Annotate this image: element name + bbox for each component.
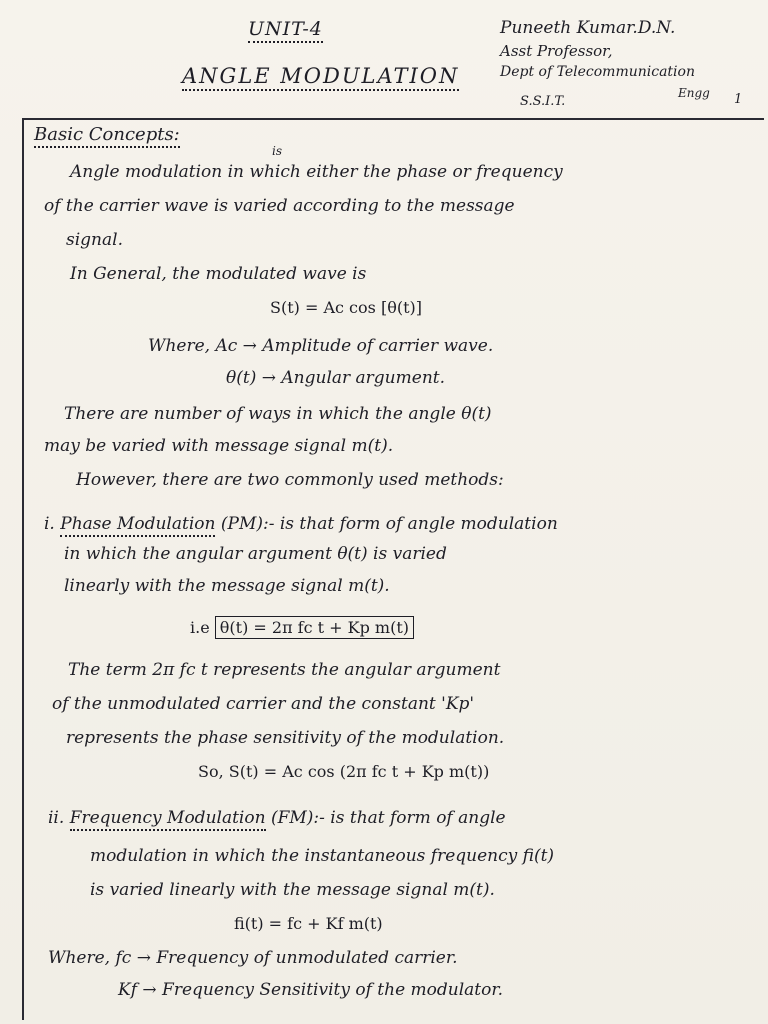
fm-definition-line: ii. Frequency Modulation (FM):- is that form of angle [48,808,506,828]
text-line: Angle modulation in which either the phase or frequency [70,162,563,182]
author-role: Asst Professor, [500,42,613,60]
text-line: represents the phase sensitivity of the modulation. [66,728,505,748]
text-line: signal. [66,230,123,250]
text-line: θ(t) → Angular argument. [226,368,445,388]
page-title: ANGLE MODULATION [182,64,459,91]
page-number: 1 [734,92,743,107]
text-line: The term 2π fc t represents the angular argument [68,660,501,680]
author-dept-engg: Engg [678,86,710,100]
text-line: However, there are two commonly used methods: [76,470,504,490]
text-line: linearly with the message signal m(t). [64,576,390,596]
text-line: Where, fc → Frequency of unmodulated carrier. [48,948,458,968]
text-line: of the unmodulated carrier and the constant 'Kp' [52,694,475,714]
text-line: is varied linearly with the message signal m(t). [90,880,495,900]
text-line: Where, Ac → Amplitude of carrier wave. [148,336,494,356]
text-line: modulation in which the instantaneous frequency fi(t) [90,846,555,866]
text-line: Kf → Frequency Sensitivity of the modulator. [118,980,504,1000]
author-name: Puneeth Kumar.D.N. [500,18,676,38]
pm-term: Phase Modulation [60,514,215,537]
text-line: of the carrier wave is varied according to the message [44,196,515,216]
text-line: There are number of ways in which the angle θ(t) [64,404,492,424]
equation: So, S(t) = Ac cos (2π fc t + Kp m(t)) [198,762,490,781]
unit-heading: UNIT-4 [248,18,323,43]
equation: fi(t) = fc + Kf m(t) [234,914,383,933]
pm-equation: i.e θ(t) = 2π fc t + Kp m(t) [190,618,414,637]
section-heading: Basic Concepts: [34,124,180,145]
fm-term: Frequency Modulation [70,808,266,831]
equation: S(t) = Ac cos [θ(t)] [270,298,422,317]
text-line: in which the angular argument θ(t) is varied [64,544,447,564]
insert-is: is [272,144,282,158]
text-line: may be varied with message signal m(t). [44,436,394,456]
institute: S.S.I.T. [520,94,566,109]
pm-definition-line: i. Phase Modulation (PM):- is that form of angle modulation [44,514,558,534]
text-line: In General, the modulated wave is [70,264,367,284]
author-dept: Dept of Telecommunication [500,64,695,80]
